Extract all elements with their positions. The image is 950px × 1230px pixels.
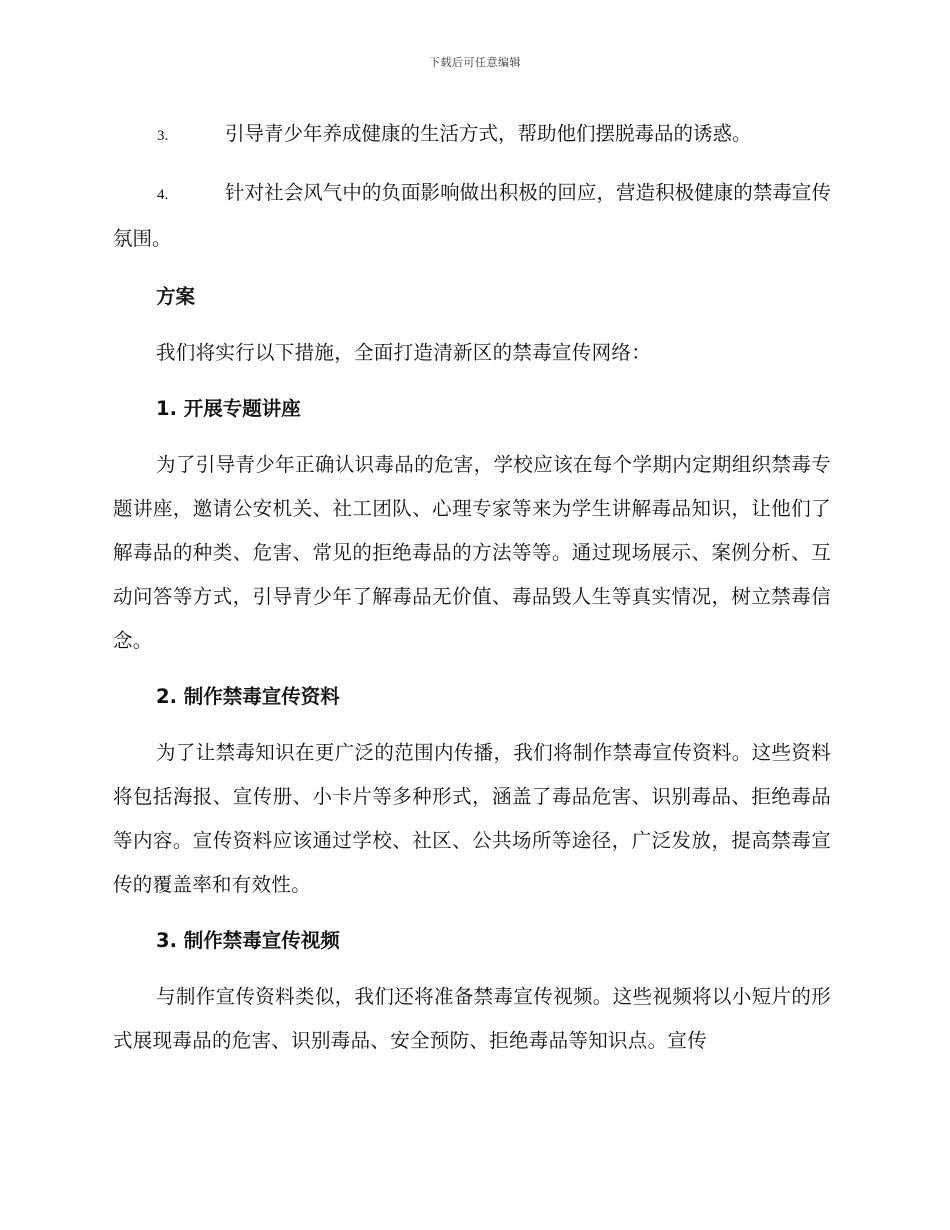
list-item [113, 171, 831, 261]
intro-paragraph: 我们将实行以下措施，全面打造清新区的禁毒宣传网络： [156, 341, 652, 364]
list-item-text: 引导青少年养成健康的生活方式，帮助他们摆脱毒品的诱惑。 [225, 122, 752, 145]
measure-body: 与制作宣传资料类似，我们还将准备禁毒宣传视频。这些视频将以小短片的形式展现毒品的危害、识别毒品、安全预防、拒绝毒品等知识点。宣传 [113, 985, 831, 1052]
measure-title: 2. 制作禁毒宣传资料 [156, 685, 340, 708]
list-item-number: 4. [157, 187, 169, 203]
list-item-number: 3. [157, 128, 169, 144]
list-item [113, 112, 831, 158]
section-title: 方案 [156, 285, 196, 308]
measure-body: 为了让禁毒知识在更广泛的范围内传播，我们将制作禁毒宣传资料。这些资料将包括海报、宣传册、小卡片等多种形式，涵盖了毒品危害、识别毒品、拒绝毒品等内容。宣传资料应该通过学校、社区、公共场所等途径，广泛发放，提高禁毒宣传的覆盖率和有效性。 [113, 741, 831, 896]
page-header: 下载后可任意编辑 [429, 56, 521, 69]
measure-title: 1. 开展专题讲座 [156, 397, 301, 420]
measure-title: 3. 制作禁毒宣传视频 [156, 929, 340, 952]
document-body [113, 112, 831, 1063]
measure-body: 为了引导青少年正确认识毒品的危害，学校应该在每个学期内定期组织禁毒专题讲座，邀请公安机关、社工团队、心理专家等来为学生讲解毒品知识，让他们了解毒品的种类、危害、常见的拒绝毒品的方法等等。通过现场展示、案例分析、互动问答等方式，引导青少年了解毒品无价值、毒品毁人生等真实情况，树立禁毒信念。 [113, 453, 831, 652]
list-item-text: 针对社会风气中的负面影响做出积极的回应，营造积极健康的禁毒宣传氛围。 [113, 181, 831, 250]
